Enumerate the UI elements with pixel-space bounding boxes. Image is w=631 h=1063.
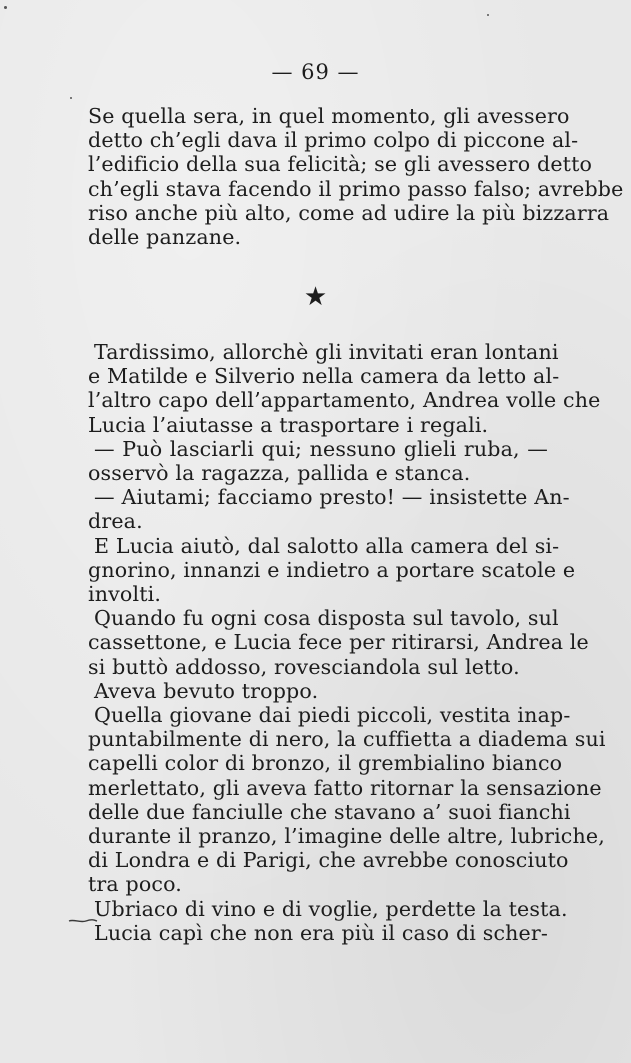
- text-line: capelli color di bronzo, il grembialino bianco: [88, 751, 563, 776]
- text-line: e Matilde e Silverio nella camera da letto al-: [88, 364, 560, 389]
- text-line: osservò la ragazza, pallida e stanca.: [88, 461, 471, 486]
- text-line: Lucia l’aiutasse a trasportare i regali.: [88, 412, 489, 437]
- text-line: — Aiutami; facciamo presto! — insistette An-: [94, 485, 570, 510]
- text-line: E Lucia aiutò, dal salotto alla camera del si-: [94, 533, 560, 558]
- text-line: Ubriaco di vino e di voglie, perdette la testa.: [94, 896, 568, 921]
- text-line: Quando fu ogni cosa disposta sul tavolo, sul: [94, 606, 559, 631]
- text-line: durante il pranzo, l’imagine delle altre, lubriche,: [88, 824, 605, 849]
- text-line: Quella giovane dai piedi piccoli, vestita inap-: [94, 703, 571, 728]
- text-line: merlettato, gli aveva fatto ritornar la sensazione: [88, 775, 602, 800]
- text-line: si buttò addosso, rovesciandola sul letto.: [88, 654, 520, 679]
- paper-speck: [487, 14, 489, 16]
- text-line: Tardissimo, allorchè gli invitati eran lontani: [94, 340, 559, 364]
- text-line: gnorino, innanzi e indietro a portare scatole e: [88, 557, 576, 582]
- text-line: drea.: [88, 509, 143, 534]
- text-line: detto ch’egli dava il primo colpo di piccone al-: [88, 128, 579, 153]
- text-line: di Londra e di Parigi, che avrebbe conosciuto: [88, 848, 569, 873]
- paragraph-2: [88, 340, 606, 945]
- paragraph-1: [88, 104, 624, 250]
- text-line: — Può lasciarli qui; nessuno glieli ruba, —: [94, 436, 548, 461]
- text-line: delle due fanciulle che stavano a’ suoi fianchi: [88, 799, 571, 824]
- text-line: puntabilmente di nero, la cuffietta a diadema sui: [88, 727, 606, 752]
- ink-smudge-icon: [68, 918, 98, 924]
- text-line: Se quella sera, in quel momento, gli avessero: [88, 104, 570, 128]
- text-line: riso anche più alto, come ad udire la più bizzarra: [88, 200, 610, 225]
- text-line: Lucia capì che non era più il caso di scher-: [94, 920, 548, 945]
- paper-speck: [4, 6, 7, 9]
- text-line: ch’egli stava facendo il primo passo falso; avrebbe: [88, 176, 624, 201]
- page-number: — 69 —: [271, 60, 360, 84]
- text-line: tra poco.: [88, 872, 182, 897]
- text-line: involti.: [88, 582, 162, 607]
- text-line: Aveva bevuto troppo.: [94, 678, 319, 703]
- text-line: cassettone, e Lucia fece per ritirarsi, Andrea le: [88, 630, 589, 655]
- section-separator-star-icon: ★: [303, 282, 328, 312]
- paper-speck: [70, 97, 72, 99]
- text-line: l’edificio della sua felicità; se gli avessero detto: [88, 152, 593, 177]
- text-line: l’altro capo dell’appartamento, Andrea volle che: [88, 388, 601, 413]
- text-line: delle panzane.: [88, 225, 242, 250]
